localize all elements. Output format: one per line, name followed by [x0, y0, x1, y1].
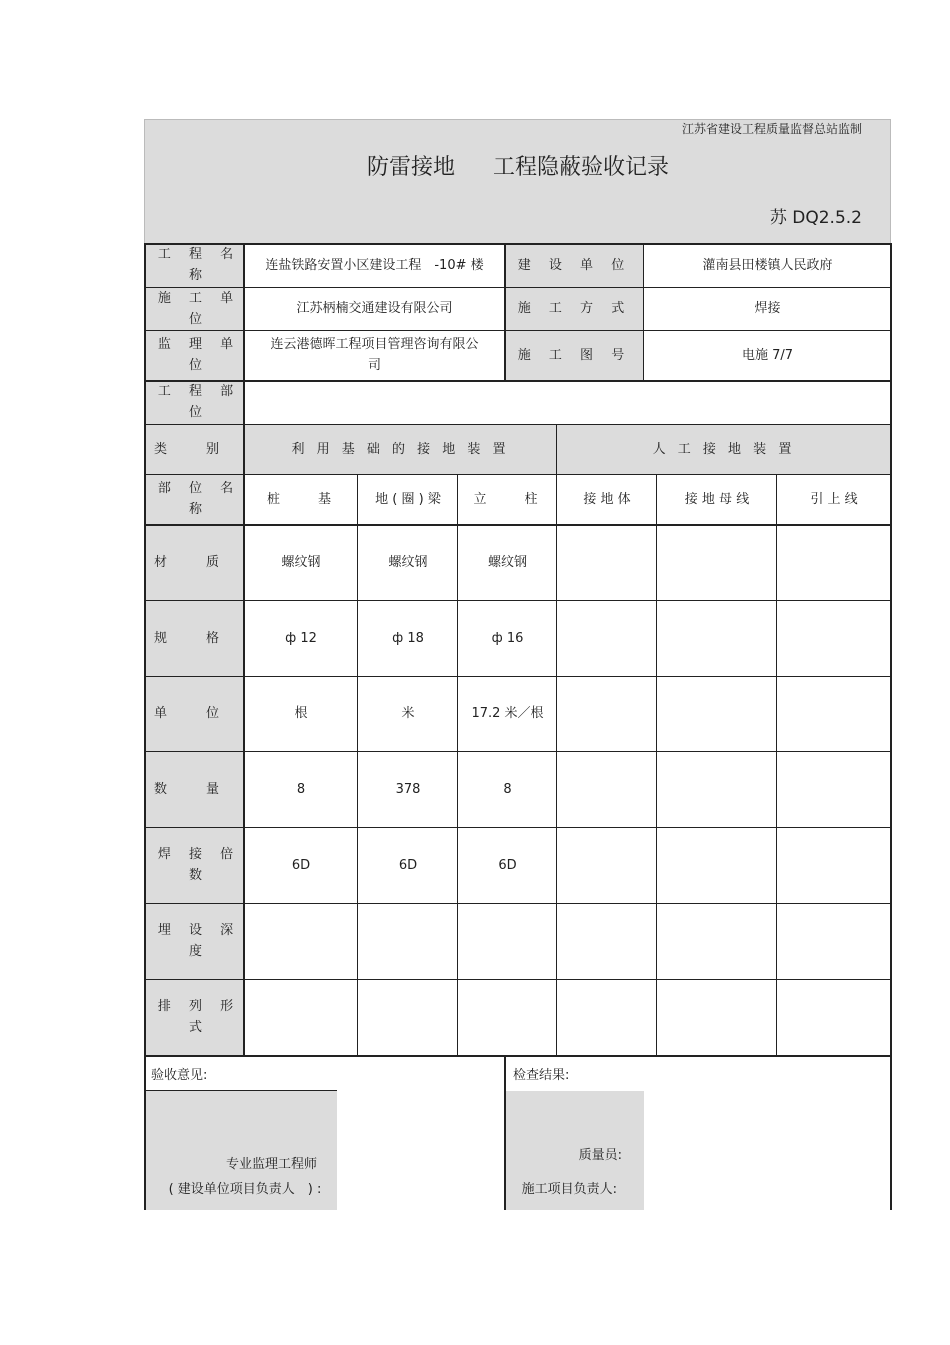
cell-ring-beam: 6D [398, 857, 418, 873]
contractor-label: 施 工 单 位 [157, 290, 241, 327]
column-earth-electrode: 接 地 体 [583, 491, 631, 507]
issuer-text: 江苏省建设工程质量监督总站监制 [681, 122, 862, 136]
column-pile: 桩 基 [266, 491, 335, 507]
site-manager: 施工项目负责人: [521, 1182, 617, 1197]
cell-ring-beam: 螺纹钢 [388, 554, 428, 570]
owner-value: 灌南县田楼镇人民政府 [702, 257, 833, 273]
owner-manager: ( 建设单位项目负责人 ) : [168, 1182, 322, 1197]
supervisor-value [244, 331, 505, 381]
supervisor-value-line2: 司 [367, 358, 381, 373]
column-ring-beam: 地 ( 圈 ) 梁 [375, 491, 441, 507]
project-name-label: 工 程 名 称 [157, 247, 241, 283]
columns-row-header: 部 位 名 称 [157, 481, 241, 517]
cell-ring-beam: ф 18 [392, 630, 424, 646]
row-label: 规 格 [154, 630, 220, 646]
acceptance-label: 验收意见: [151, 1068, 208, 1083]
column-down-conductor: 引 上 线 [810, 491, 858, 507]
cell-pillar: 螺纹钢 [487, 554, 527, 570]
group-artificial: 人 工 接 地 装 置 [652, 441, 796, 457]
category-label: 类 别 [154, 441, 220, 457]
column-earth-busbar: 接 地 母 线 [684, 491, 750, 507]
row-label: 数 量 [154, 781, 220, 797]
title-part2: 工程隐蔽验收记录 [493, 155, 670, 180]
cell-pile: 8 [296, 781, 306, 797]
row-label: 单 位 [154, 706, 220, 722]
column-pillar: 立 柱 [473, 491, 542, 507]
method-value: 焊接 [754, 301, 781, 317]
drawing-value: 电施 7/7 [741, 347, 794, 363]
cell-ring-beam: 米 [401, 706, 415, 722]
form-code: 苏 DQ2.5.2 [769, 208, 862, 228]
part-label: 工 程 部 位 [157, 384, 241, 420]
supervisor-engineer: 专业监理工程师 [225, 1157, 317, 1172]
cell-pile: 根 [294, 706, 308, 722]
project-name-value: 连盐铁路安置小区建设工程 -10# 楼 [265, 257, 484, 273]
inspection-label: 检查结果: [513, 1068, 570, 1083]
row-label: 焊 接 倍 数 [157, 847, 241, 883]
cell-pillar: 17.2 米／根 [471, 706, 544, 722]
row-label: 埋 设 深 度 [157, 923, 241, 959]
row-label: 材 质 [154, 554, 220, 570]
contractor-value: 江苏柄楠交通建设有限公司 [296, 301, 453, 317]
row-label: 排 列 形 式 [157, 999, 241, 1035]
supervisor-value-line1: 连云港德晖工程项目管理咨询有限公 [270, 337, 479, 353]
cell-pillar: 8 [503, 781, 512, 797]
cell-pile: 6D [291, 857, 311, 873]
cell-pillar: ф 16 [491, 630, 524, 646]
supervisor-label: 监 理 单 位 [157, 337, 241, 373]
drawing-label: 施 工 图 号 [517, 347, 632, 363]
cell-pile: ф 12 [285, 630, 317, 646]
cell-ring-beam: 378 [395, 781, 421, 797]
cell-pile: 螺纹钢 [281, 554, 321, 570]
method-label: 施 工 方 式 [517, 301, 632, 317]
part-value [244, 381, 891, 425]
group-foundation: 利 用 基 础 的 接 地 装 置 [291, 441, 510, 457]
cell-pillar: 6D [498, 857, 517, 873]
form-title [145, 150, 891, 181]
owner-label: 建 设 单 位 [517, 257, 632, 273]
quality-officer: 质量员: [578, 1148, 622, 1163]
title-part1: 防雷接地 [366, 155, 455, 180]
